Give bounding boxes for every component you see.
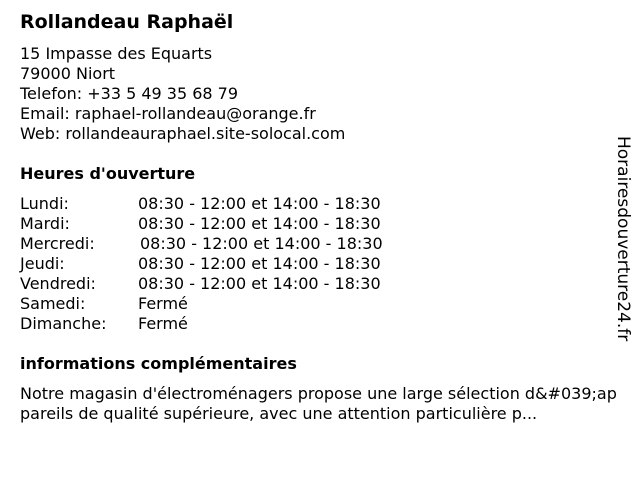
hours-day: Mercredi: bbox=[20, 234, 95, 253]
contact-block bbox=[20, 44, 345, 144]
hours-day: Dimanche: bbox=[20, 314, 107, 333]
hours-time: 08:30 - 12:00 et 14:00 - 18:30 bbox=[140, 234, 383, 253]
info-description: Notre magasin d'électroménagers propose une large sélection d&#039;appareils de qualité supérieure, avec une attention particulière p... bbox=[20, 384, 617, 423]
phone-line: Telefon: +33 5 49 35 68 79 bbox=[20, 84, 239, 103]
hours-time: 08:30 - 12:00 et 14:00 - 18:30 bbox=[138, 194, 381, 213]
hours-day: Samedi: bbox=[20, 294, 86, 313]
hours-day: Lundi: bbox=[20, 194, 69, 213]
info-heading: informations complémentaires bbox=[20, 354, 297, 373]
hours-time: Fermé bbox=[138, 294, 188, 313]
email-line: Email: raphael-rollandeau@orange.fr bbox=[20, 104, 316, 123]
hours-time: Fermé bbox=[138, 314, 188, 333]
hours-time: 08:30 - 12:00 et 14:00 - 18:30 bbox=[138, 214, 381, 233]
hours-heading: Heures d'ouverture bbox=[20, 164, 196, 183]
business-name: Rollandeau Raphaël bbox=[20, 11, 234, 33]
hours-time: 08:30 - 12:00 et 14:00 - 18:30 bbox=[138, 254, 381, 273]
web-line: Web: rollandeauraphael.site-solocal.com bbox=[20, 124, 346, 143]
address-street: 15 Impasse des Equarts bbox=[20, 44, 213, 63]
hours-day: Mardi: bbox=[20, 214, 70, 233]
hours-day: Vendredi: bbox=[20, 274, 96, 293]
site-watermark: Horairesdouverture24.fr bbox=[613, 136, 633, 342]
address-city: 79000 Niort bbox=[20, 64, 116, 83]
hours-time: 08:30 - 12:00 et 14:00 - 18:30 bbox=[138, 274, 381, 293]
hours-day: Jeudi: bbox=[20, 254, 65, 273]
